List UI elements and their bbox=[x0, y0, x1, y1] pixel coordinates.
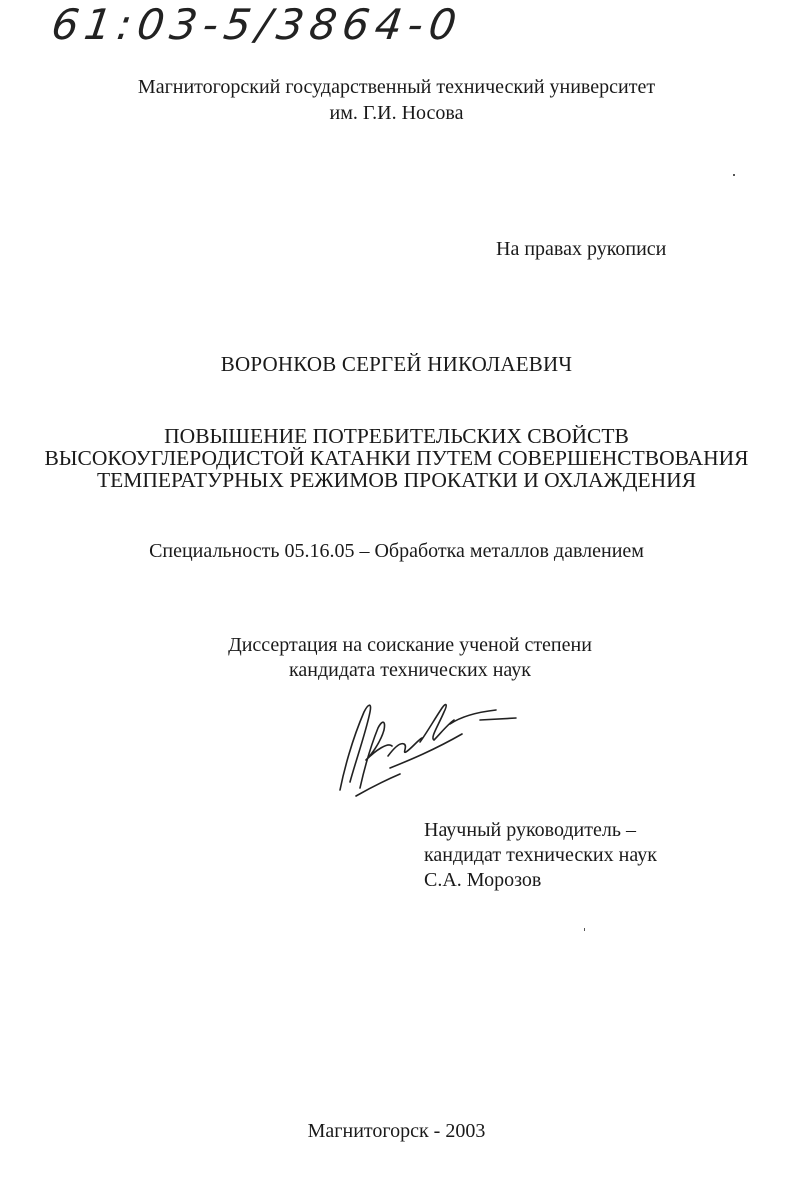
scan-speck bbox=[584, 928, 585, 931]
author-name: ВОРОНКОВ СЕРГЕЙ НИКОЛАЕВИЧ bbox=[220, 352, 573, 376]
scan-speck bbox=[733, 174, 735, 176]
university-name: Магнитогорский государственный технический университет bbox=[137, 76, 656, 98]
rights-notice: На правах рукописи bbox=[496, 238, 667, 260]
dissertation-degree bbox=[224, 633, 596, 683]
signature-icon bbox=[330, 690, 530, 800]
university-named-after: им. Г.И. Носова bbox=[329, 102, 464, 124]
dissertation-line-1: Диссертация на соискание ученой степени bbox=[228, 634, 592, 656]
thesis-title bbox=[0, 425, 793, 491]
advisor-name: С.А. Морозов bbox=[424, 869, 542, 891]
university-block bbox=[0, 74, 793, 126]
dissertation-line-2: кандидата технических наук bbox=[288, 659, 532, 681]
advisor-role: Научный руководитель – bbox=[424, 819, 636, 841]
thesis-title-line-1: ПОВЫШЕНИЕ ПОТРЕБИТЕЛЬСКИХ СВОЙСТВ bbox=[164, 424, 629, 448]
scientific-advisor bbox=[424, 818, 657, 893]
thesis-title-line-2: ВЫСОКОУГЛЕРОДИСТОЙ КАТАНКИ ПУТЕМ СОВЕРШЕНСТВОВАНИЯ bbox=[44, 446, 749, 470]
thesis-title-line-3: ТЕМПЕРАТУРНЫХ РЕЖИМОВ ПРОКАТКИ И ОХЛАЖДЕНИЯ bbox=[96, 468, 697, 492]
handwritten-archive-code: 61:03-5/3864-0 bbox=[48, 0, 466, 49]
advisor-degree: кандидат технических наук bbox=[424, 844, 657, 866]
city-year: Магнитогорск - 2003 bbox=[307, 1120, 486, 1142]
specialty-line: Специальность 05.16.05 – Обработка металлов давлением bbox=[149, 540, 644, 562]
